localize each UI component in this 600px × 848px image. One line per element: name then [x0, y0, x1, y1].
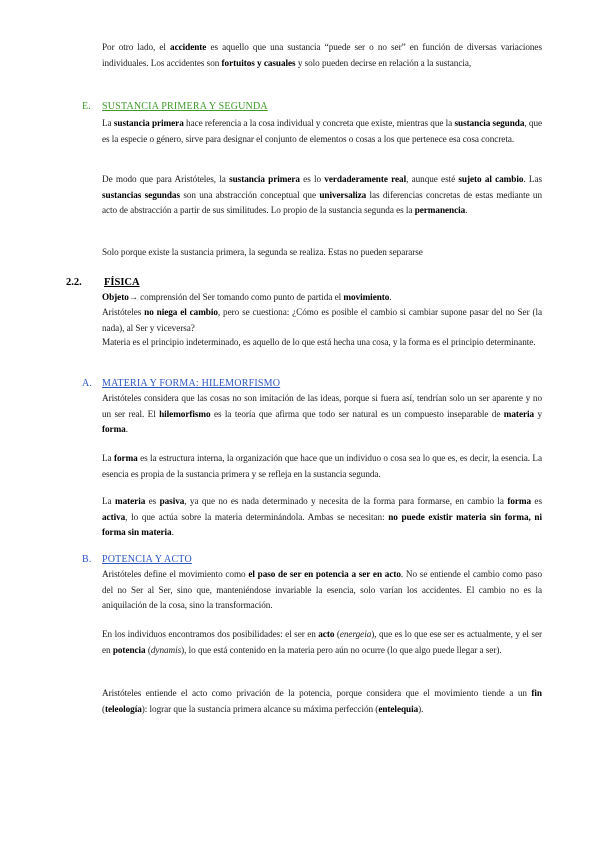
- teleologia-paragraph: Aristóteles entiende el acto como privación de la potencia, porque considera que el movimiento tiende a un fin (teleología): lograr que la sustancia primera alcance su máxima perfección (entelequia).: [102, 688, 542, 714]
- section-e-heading: E. SUSTANCIA PRIMERA Y SEGUNDA: [82, 101, 268, 112]
- forma-paragraph: La forma es la estructura interna, la organización que hace que un individuo o cosa sea lo que es, es decir, la esencia. La esencia es propia de la sustancia primera y se refleja en la sustancia segunda.: [102, 453, 543, 479]
- acto-potencia-paragraph: En los individuos encontramos dos posibilidades: el ser en acto (energeia), que es lo que ese ser es actualmente, y el ser en potencia (dynamis), lo que está contenido en la materia pero aún no ocurre (lo que algo puede llegar a ser).: [102, 629, 542, 655]
- materia-pasiva-paragraph: La materia es pasiva, ya que no es nada determinado y necesita de la forma para formarse, en cambio la forma es activa, lo que actúa sobre la materia determinándola. Ambas se necesitan: no puede existir materia sin forma, ni forma sin materia.: [102, 496, 542, 537]
- sustancia-definition-paragraph: La sustancia primera hace referencia a la cosa individual y concreta que existe, mientras que la sustancia segunda, que es la especie o género, sirve para designar el conjunto de elementos o cosas a los que pertenece esa cosa concreta.: [102, 118, 543, 144]
- fisica-heading: 2.2. FÍSICA: [66, 277, 140, 288]
- section-b-heading: B. POTENCIA Y ACTO: [82, 554, 192, 565]
- movimiento-paragraph: Aristóteles define el movimiento como el paso de ser en potencia a ser en acto. No se entiende el cambio como paso del no Ser al Ser, sino que, manteniéndose invariable la esencia, solo varían los accidentes. El cambio no es la aniquilación de la cosa, sino la transformación.: [102, 569, 542, 610]
- hilemorfismo-paragraph: Aristóteles considera que las cosas no son imitación de las ideas, porque si fuera así, tendrían solo un ser aparente y no un ser real. El hilemorfismo es la teoría que afirma que todo ser natural es un compuesto inseparable de materia y forma.: [102, 393, 542, 434]
- accidente-paragraph: Por otro lado, el accidente es aquello que una sustancia “puede ser o no ser” en función de diversas variaciones individuales. Los accidentes son fortuitos y casuales y solo pueden decirse en relación a la sustancia,: [102, 42, 542, 68]
- sustancia-inseparable-paragraph: Solo porque existe la sustancia primera, la segunda se realiza. Estas no pueden separarse: [102, 247, 423, 257]
- fisica-cambio-paragraph: Aristóteles no niega el cambio, pero se cuestiona: ¿Cómo es posible el cambio si cambiar supone pasar del no Ser (la nada), al Ser y viceversa?: [102, 307, 543, 333]
- fisica-materia-paragraph: Materia es el principio indeterminado, es aquello de lo que está hecha una cosa, y la forma es el principio determinante.: [102, 337, 536, 347]
- sustancia-real-paragraph: De modo que para Aristóteles, la sustancia primera es lo verdaderamente real, aunque esté sujeto al cambio. Las sustancias segundas son una abstracción conceptual que universaliza las diferencias concretas de estas mediante un acto de abstracción a partir de sus similitudes. Lo propio de la sustancia segunda es la permanencia.: [102, 174, 543, 215]
- section-a-heading: A. MATERIA Y FORMA: HILEMORFISMO: [82, 378, 281, 389]
- fisica-objeto-line: Objeto→ comprensión del Ser tomando como punto de partida el movimiento.: [102, 292, 392, 302]
